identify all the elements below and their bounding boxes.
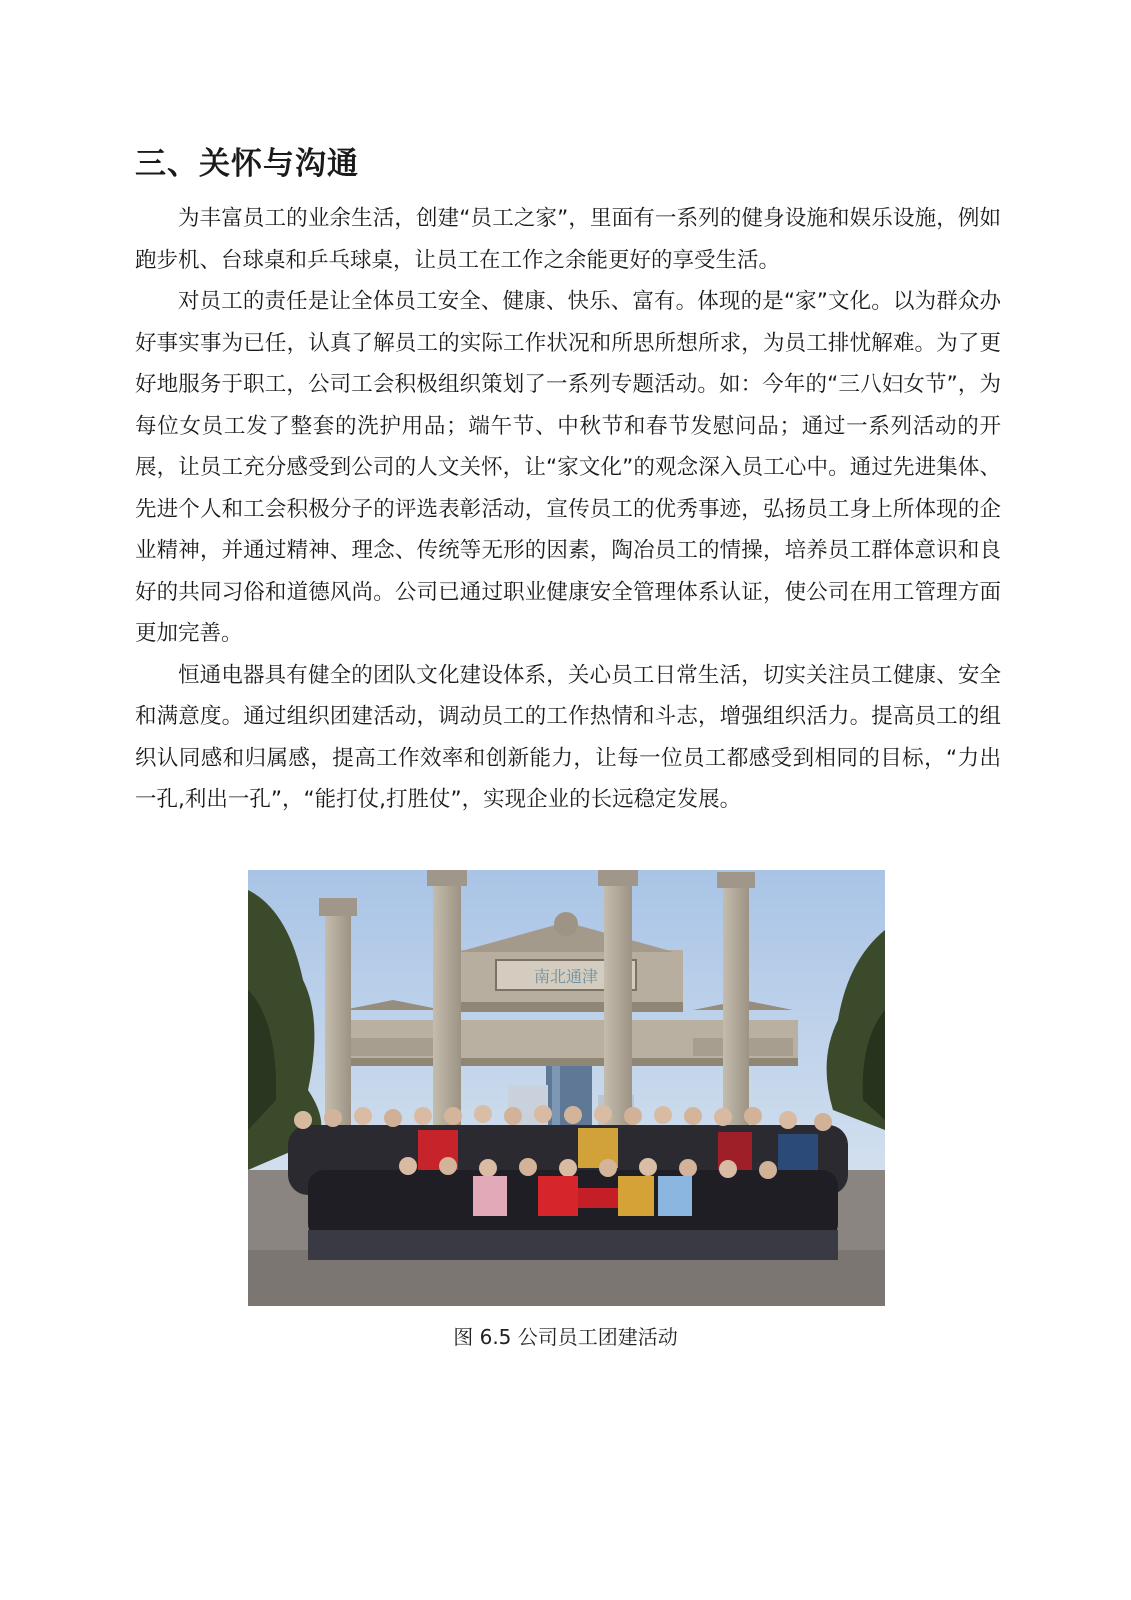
- body-text: [135, 198, 1001, 821]
- team-building-photo: [248, 870, 885, 1306]
- gate-inscription: 南北通津: [533, 967, 599, 986]
- photo-illustration: [248, 870, 885, 1306]
- paragraph-1: 为丰富员工的业余生活，创建“员工之家”，里面有一系列的健身设施和娱乐设施，例如跑步机、台球桌和乒乓球桌，让员工在工作之余能更好的享受生活。: [135, 206, 1001, 273]
- section-heading: 三、关怀与沟通: [135, 146, 359, 182]
- paragraph-3: 恒通电器具有健全的团队文化建设体系，关心员工日常生活，切实关注员工健康、安全和满意度。通过组织团建活动，调动员工的工作热情和斗志，增强组织活力。提高员工的组织认同感和归属感，提高工作效率和创新能力，让每一位员工都感受到相同的目标，“力出一孔,利出一孔”，“能打仗,打胜仗”，实现企业的长远稳定发展。: [135, 662, 1001, 812]
- paragraph-2: 对员工的责任是让全体员工安全、健康、快乐、富有。体现的是“家”文化。以为群众办好事实事为已任，认真了解员工的实际工作状况和所思所想所求，为员工排忧解难。为了更好地服务于职工，公司工会积极组织策划了一系列专题活动。如：今年的“三八妇女节”，为每位女员工发了整套的洗护用品；端午节、中秋节和春节发慰问品；通过一系列活动的开展，让员工充分感受到公司的人文关怀，让“家文化”的观念深入员工心中。通过先进集体、先进个人和工会积极分子的评选表彰活动，宣传员工的优秀事迹，弘扬员工身上所体现的企业精神，并通过精神、理念、传统等无形的因素，陶冶员工的情操，培养员工群体意识和良好的共同习俗和道德风尚。公司已通过职业健康安全管理体系认证，使公司在用工管理方面更加完善。: [135, 289, 1001, 646]
- figure-caption: 图 6.5 公司员工团建活动: [453, 1325, 678, 1349]
